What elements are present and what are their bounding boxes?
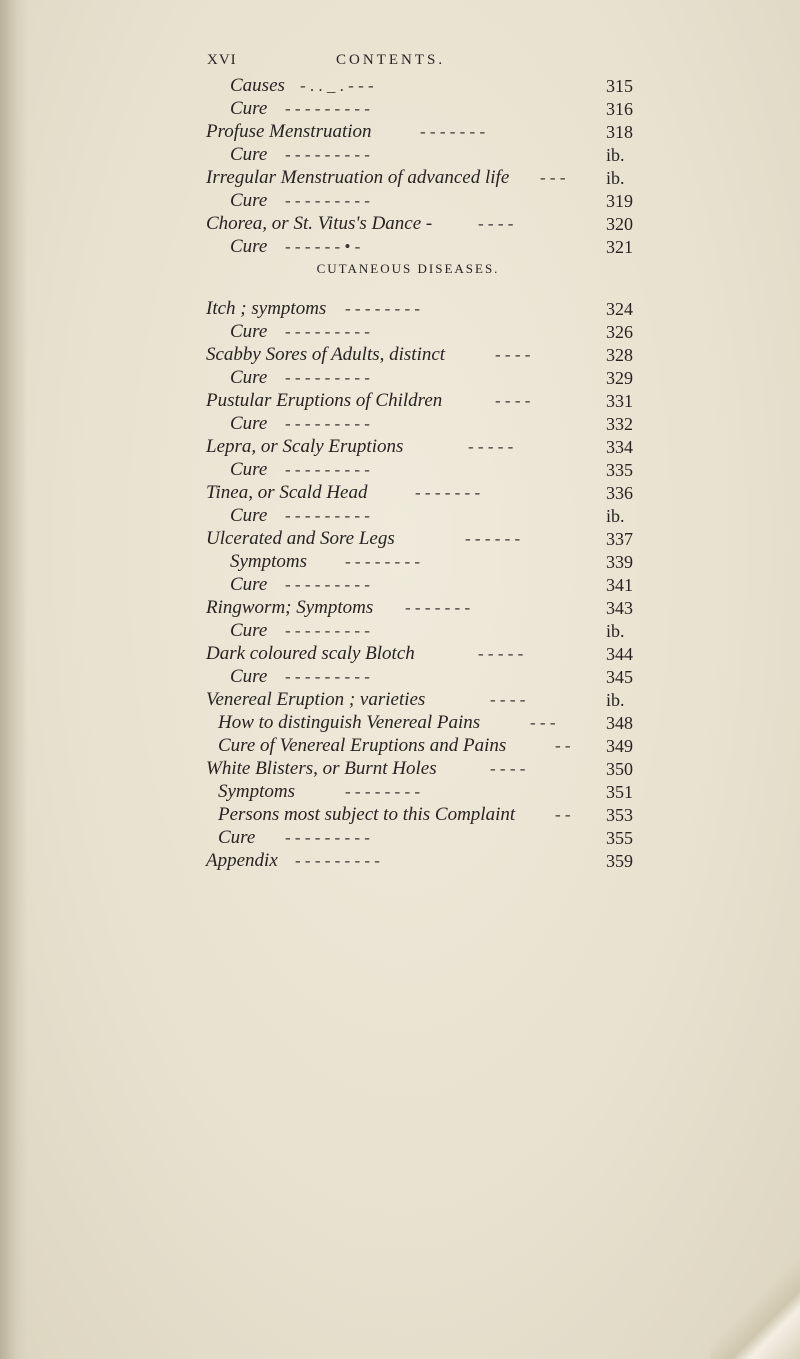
toc-leader: - - - - - — [478, 644, 524, 663]
toc-page-number: 329 — [606, 368, 633, 388]
toc-page-number: 350 — [606, 759, 633, 779]
toc-page-number: ib. — [606, 690, 625, 710]
toc-leader: - - - - - - - - - — [285, 828, 370, 847]
toc-row — [0, 458, 800, 482]
toc-entry-title: Profuse Menstruation — [206, 121, 372, 142]
toc-row — [0, 711, 800, 735]
toc-page-number: ib. — [606, 145, 625, 165]
toc-entry-title: Dark coloured scaly Blotch — [206, 643, 415, 664]
toc-leader: - - - - - - - — [405, 598, 471, 617]
toc-row — [0, 596, 800, 620]
toc-page-number: 359 — [606, 851, 633, 871]
toc-entry-title: Cure of Venereal Eruptions and Pains — [218, 735, 507, 756]
toc-leader: - - - - - - - - - — [285, 460, 370, 479]
toc-entry-title: Cure — [230, 98, 268, 119]
toc-page-number: 316 — [606, 99, 633, 119]
toc-leader: - - - - - - - - - — [285, 191, 370, 210]
page-corner-curl — [710, 1219, 800, 1359]
toc-leader: - - - - - - - - - — [285, 368, 370, 387]
toc-row — [0, 573, 800, 597]
toc-row — [0, 389, 800, 413]
toc-page-number: 315 — [606, 76, 633, 96]
toc-page-number: 326 — [606, 322, 633, 342]
toc-page-number: 341 — [606, 575, 633, 595]
page-title: CONTENTS. — [336, 52, 446, 68]
toc-entry-title: Cure — [230, 236, 268, 257]
toc-entry-title: Lepra, or Scaly Eruptions — [206, 436, 404, 457]
toc-entry-title: Chorea, or St. Vitus's Dance - — [206, 213, 433, 234]
toc-page-number: 351 — [606, 782, 633, 802]
toc-leader: - - - - - - - - - — [285, 414, 370, 433]
toc-leader: - - - - - - - - - — [285, 145, 370, 164]
toc-entry-title: Ulcerated and Sore Legs — [206, 528, 395, 549]
toc-page-number: 344 — [606, 644, 633, 664]
toc-leader: - - - - - - - - - — [285, 575, 370, 594]
toc-leader: - - - - - - — [465, 529, 521, 548]
toc-page-number: 345 — [606, 667, 633, 687]
toc-leader: - - - - — [495, 345, 531, 364]
toc-page-number: ib. — [606, 621, 625, 641]
toc-page-number: 353 — [606, 805, 633, 825]
toc-page-number: 349 — [606, 736, 633, 756]
toc-row — [0, 435, 800, 459]
toc-row — [0, 343, 800, 367]
toc-entry-title: Cure — [230, 574, 268, 595]
toc-row — [0, 412, 800, 436]
toc-leader: - - - - — [495, 391, 531, 410]
toc-entry-title: Irregular Menstruation of advanced life — [206, 167, 510, 188]
toc-page-number: ib. — [606, 506, 625, 526]
toc-leader: - - - - - - - - — [345, 299, 421, 318]
toc-leader: - - - - - — [468, 437, 514, 456]
toc-page-number: 318 — [606, 122, 633, 142]
toc-row — [0, 688, 800, 712]
toc-row — [0, 734, 800, 758]
toc-entry-title: Cure — [230, 367, 268, 388]
toc-entry-title: Cure — [230, 413, 268, 434]
toc-page-number: 324 — [606, 299, 633, 319]
toc-leader: - - - — [530, 713, 556, 732]
toc-row — [0, 366, 800, 390]
toc-page-number: 321 — [606, 237, 633, 257]
toc-page-number: 331 — [606, 391, 633, 411]
toc-entry-title: Cure — [230, 620, 268, 641]
toc-entry-title: Pustular Eruptions of Children — [206, 390, 443, 411]
toc-row — [0, 803, 800, 827]
toc-row — [0, 481, 800, 505]
toc-page-number: 348 — [606, 713, 633, 733]
toc-row — [0, 826, 800, 850]
toc-entry-title: Cure — [230, 505, 268, 526]
toc-row — [0, 550, 800, 574]
toc-leader: - . . _ . - - - — [300, 76, 374, 95]
toc-row — [0, 97, 800, 121]
toc-row — [0, 619, 800, 643]
toc-row — [0, 320, 800, 344]
toc-page-number: 355 — [606, 828, 633, 848]
toc-entry-title: Symptoms — [230, 551, 308, 572]
toc-leader: - - — [555, 805, 571, 824]
toc-entry-title: Itch ; symptoms — [206, 298, 327, 319]
toc-entry-title: Cure — [230, 666, 268, 687]
toc-row — [0, 235, 800, 259]
toc-entry-title: Symptoms — [218, 781, 296, 802]
toc-leader: - - - - — [490, 759, 526, 778]
toc-leader: - - - - - - - — [420, 122, 486, 141]
toc-entry-title: Scabby Sores of Adults, distinct — [206, 344, 446, 365]
toc-entry-title: Causes — [230, 75, 285, 96]
toc-row — [0, 849, 800, 873]
toc-entry-title: Cure — [230, 144, 268, 165]
toc-row — [0, 120, 800, 144]
toc-row — [0, 74, 800, 98]
toc-page-number: 343 — [606, 598, 633, 618]
toc-row — [0, 527, 800, 551]
toc-page-number: ib. — [606, 168, 625, 188]
toc-page-number: 332 — [606, 414, 633, 434]
toc-page-number: 335 — [606, 460, 633, 480]
toc-row — [0, 212, 800, 236]
toc-entry-title: White Blisters, or Burnt Holes — [206, 758, 437, 779]
toc-row — [0, 665, 800, 689]
toc-leader: - - - - — [478, 214, 514, 233]
toc-leader: - - - - - - - - - — [285, 506, 370, 525]
toc-entry-title: How to distinguish Venereal Pains — [218, 712, 481, 733]
toc-entry-title: Cure — [230, 321, 268, 342]
toc-entry-title: Cure — [218, 827, 256, 848]
toc-leader: - - - — [540, 168, 566, 187]
toc-leader: - - - - — [490, 690, 526, 709]
toc-entry-title: Appendix — [206, 850, 278, 871]
toc-row — [0, 297, 800, 321]
toc-page-number: 334 — [606, 437, 633, 457]
toc-leader: - - - - - - - — [415, 483, 481, 502]
toc-page-number: 337 — [606, 529, 633, 549]
toc-page-number: 319 — [606, 191, 633, 211]
toc-leader: - - - - - - - - - — [295, 851, 380, 870]
toc-entry-title: Cure — [230, 190, 268, 211]
toc-row — [0, 504, 800, 528]
toc-row — [0, 780, 800, 804]
toc-row — [0, 166, 800, 190]
toc-page-number: 339 — [606, 552, 633, 572]
toc-leader: - - - - - - • - — [285, 237, 361, 256]
toc-leader: - - — [555, 736, 571, 755]
toc-entry-title: Cure — [230, 459, 268, 480]
toc-page-number: 320 — [606, 214, 633, 234]
toc-row — [0, 189, 800, 213]
toc-entry-title: Tinea, or Scald Head — [206, 482, 368, 503]
toc-leader: - - - - - - - - — [345, 552, 421, 571]
section-heading: CUTANEOUS DISEASES. — [316, 261, 500, 276]
toc-leader: - - - - - - - - — [345, 782, 421, 801]
toc-leader: - - - - - - - - - — [285, 621, 370, 640]
toc-entry-title: Persons most subject to this Complaint — [218, 804, 516, 825]
toc-leader: - - - - - - - - - — [285, 99, 370, 118]
page-folio: XVI — [207, 52, 237, 68]
toc-row — [0, 642, 800, 666]
toc-page-number: 328 — [606, 345, 633, 365]
toc-row — [0, 143, 800, 167]
toc-row — [0, 757, 800, 781]
toc-leader: - - - - - - - - - — [285, 667, 370, 686]
toc-page-number: 336 — [606, 483, 633, 503]
toc-leader: - - - - - - - - - — [285, 322, 370, 341]
toc-entry-title: Ringworm; Symptoms — [206, 597, 374, 618]
toc-entry-title: Venereal Eruption ; varieties — [206, 689, 426, 710]
